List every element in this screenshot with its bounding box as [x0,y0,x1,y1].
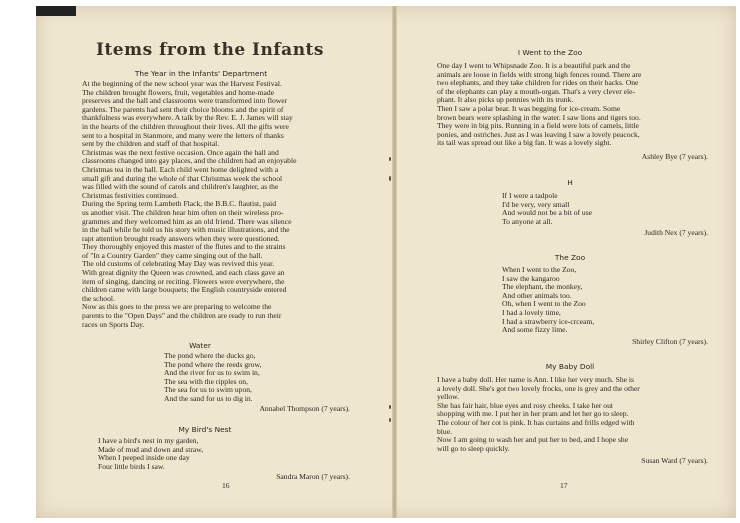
text-line: the school. [82,293,115,303]
poem-line: And some fizzy lime. [502,325,568,335]
tadpole-poem [502,192,682,226]
section-heading-went-to-zoo: I Went to the Zoo [517,48,583,57]
baby-doll-story [437,376,709,453]
text-line: races on Sports Day. [82,319,145,329]
poem-line: I have a bird's nest in my garden, [98,436,199,445]
text-line: phant. It also picks up pennies with its trunk. [437,95,574,105]
text-line: shopping with me. I put her in her pram and let her go to sleep. [437,409,629,419]
book-gutter [392,6,397,518]
section-heading-birds-nest: My Bird's Nest [178,425,232,434]
poem-line: Oh, when I went to the Zoo [502,299,586,309]
text-line: animals are loose in fields with strong high fences round. There are [437,69,642,79]
poem-line: I saw the kangaroo [502,273,560,283]
poem-line: And the river for us to swim in, [164,368,260,378]
text-line: in the hall while he told us his story with music illustrations, and the [82,225,290,235]
text-line: Christmas was the next festive occasion. Once again the hall and [82,147,279,157]
section-heading-the-zoo: The Zoo [554,253,586,262]
year-article [82,80,354,329]
poem-line: I'd be very, very small [502,199,570,209]
text-line: us another visit. The children hear him often on their wireless pro- [82,207,284,217]
poem-line: And the sand for us to dig in. [164,393,253,403]
poem-line: And other animals too. [502,290,572,300]
text-line: brown bears were splashing in the water. I saw lions and tigers too. [437,112,641,122]
baby-doll-author: Susan Ward (7 years). [641,456,708,465]
birds-nest-author: Sandra Maron (7 years). [276,472,350,481]
text-line: At the beginning of the new school year was the Harvest Festival. [82,79,282,88]
section-heading-water: Water [189,341,211,350]
scan-corner-mark [36,6,76,16]
birds-nest-poem [98,437,298,471]
text-line: Then I saw a polar bear. It was begging for ice-cream. Some [437,103,621,113]
text-line: grammes and they welcomed him as an old friend. There was silence [82,216,292,226]
page-title: Items from the Infants [96,40,324,60]
text-line: children came with large bouquets; the English countryside entered [82,285,287,295]
text-line: parents to the "Open Days" and the children are ready to run their [82,311,282,321]
poem-line: The pond where the reeds grow, [164,359,262,369]
text-line: gardens. The parents had sent their choice blooms and the spirit of [82,104,284,114]
text-line: rapt attention brought ready answers when they were questioned. [82,233,280,243]
went-to-zoo-story [437,62,709,148]
text-line: of "In a Country Garden" they came singing out of the hall. [82,250,263,260]
text-line: small gift and during the whole of that Christmas week the school [82,173,283,183]
text-line: The old customs of celebrating May Day was revived this year. [82,259,275,269]
poem-line: When I peeped inside one day [98,453,190,463]
text-line: The children brought flowers, fruit, vegetables and home-made [82,87,275,97]
poem-line: And would not be a bit of use [502,208,593,218]
poem-line: To anyone at all. [502,216,553,226]
text-line: its tail was spread out like a big fan. It was a lovely sight. [437,138,612,148]
text-line: sent to a hospital in Stanmore, and many were the letters of thanks [82,130,284,140]
poem-line: When I went to the Zoo, [502,265,577,274]
page-number-left: 16 [222,481,230,490]
poem-line: Made of mud and down and straw, [98,444,204,454]
text-line: thankfulness was everywhere. A talk by the Rev. E. J. James will stay [82,113,293,123]
text-line: sent by the children and staff of that hospital. [82,139,220,149]
poem-line: The sea for us to swim upon, [164,385,252,395]
text-line: They thoroughly enjoyed this master of the flutes and to the strains [82,242,286,252]
text-line: The colour of her cot is pink. It has curtains and frills edged with [437,417,635,427]
poem-line: The pond where the ducks go, [164,351,256,360]
text-line: With great dignity the Queen was crowned, and each class gave an [82,268,285,278]
scan-speck [389,157,391,161]
text-line: of the elephants can play a mouth-organ. That's a very clever ele- [437,86,636,96]
text-line: ponies, and ostriches. Just as I was leaving I saw a lovely peacock, [437,129,640,139]
text-line: yellow. [437,392,460,402]
poem-line: The sea with the ripples on, [164,376,248,386]
water-poem [164,352,344,404]
text-line: I have a baby doll. Her name is Ann. I like her very much. She is [437,375,634,384]
text-line: They were in big pits. Running in a field were lots of camels, little [437,121,639,131]
scan-speck [389,418,391,422]
text-line: Now as this goes to the press we are preparing to welcome the [82,302,272,312]
poem-line: If I were a tadpole [502,191,558,200]
text-line: Christmas festivities continued. [82,190,178,200]
the-zoo-author: Shirley Clifton (7 years). [632,337,708,346]
section-heading-year: The Year in the Infants' Department [134,69,268,78]
text-line: Christmas tea in the hall. Each child went home delighted with a [82,164,279,174]
text-line: Now I am going to wash her and put her to bed, and I hope she [437,435,629,445]
section-heading-baby-doll: My Baby Doll [545,362,595,371]
text-line: One day I went to Whipsnade Zoo. It is a beautiful park and the [437,61,631,70]
text-line: preserves and the hall and classrooms were transformed into flower [82,96,288,106]
scan-speck [389,405,391,409]
text-line: item of singing, dancing or reciting. Flowers were everywhere, the [82,276,285,286]
text-line: blue. [437,426,452,436]
text-line: two elephants, and they take children for rides on their backs. One [437,78,639,88]
tadpole-author: Judith Nex (7 years). [644,228,708,237]
the-zoo-poem [502,266,682,335]
section-heading-tadpole: H [567,178,573,187]
water-author: Annabel Thompson (7 years). [259,404,350,413]
poem-line: Four little birds I saw. [98,461,165,471]
scan-speck [389,176,391,181]
poem-line: The elephant, the monkey, [502,282,583,292]
text-line: During the Spring term Lambeth Flack, the B.B.C. flautist, paid [82,199,277,209]
text-line: was filled with the sound of carols and children's laughter, as the [82,182,279,192]
text-line: will go to sleep quickly. [437,443,510,453]
text-line: a lovely doll. She's got two lovely frocks, one is grey and the other [437,383,640,393]
poem-line: I had a strawberry ice-crceam, [502,316,595,326]
went-to-zoo-author: Ashley Bye (7 years). [641,152,708,161]
poem-line: I had a lovely time, [502,307,561,317]
page-number-right: 17 [560,481,568,490]
text-line: She has fair hair, blue eyes and rosy cheeks. I take her out [437,400,613,410]
text-line: classrooms changed into gay places, and the children had an enjoyable [82,156,297,166]
text-line: in the hearts of the children throughout their lives. All the gifts were [82,121,289,131]
